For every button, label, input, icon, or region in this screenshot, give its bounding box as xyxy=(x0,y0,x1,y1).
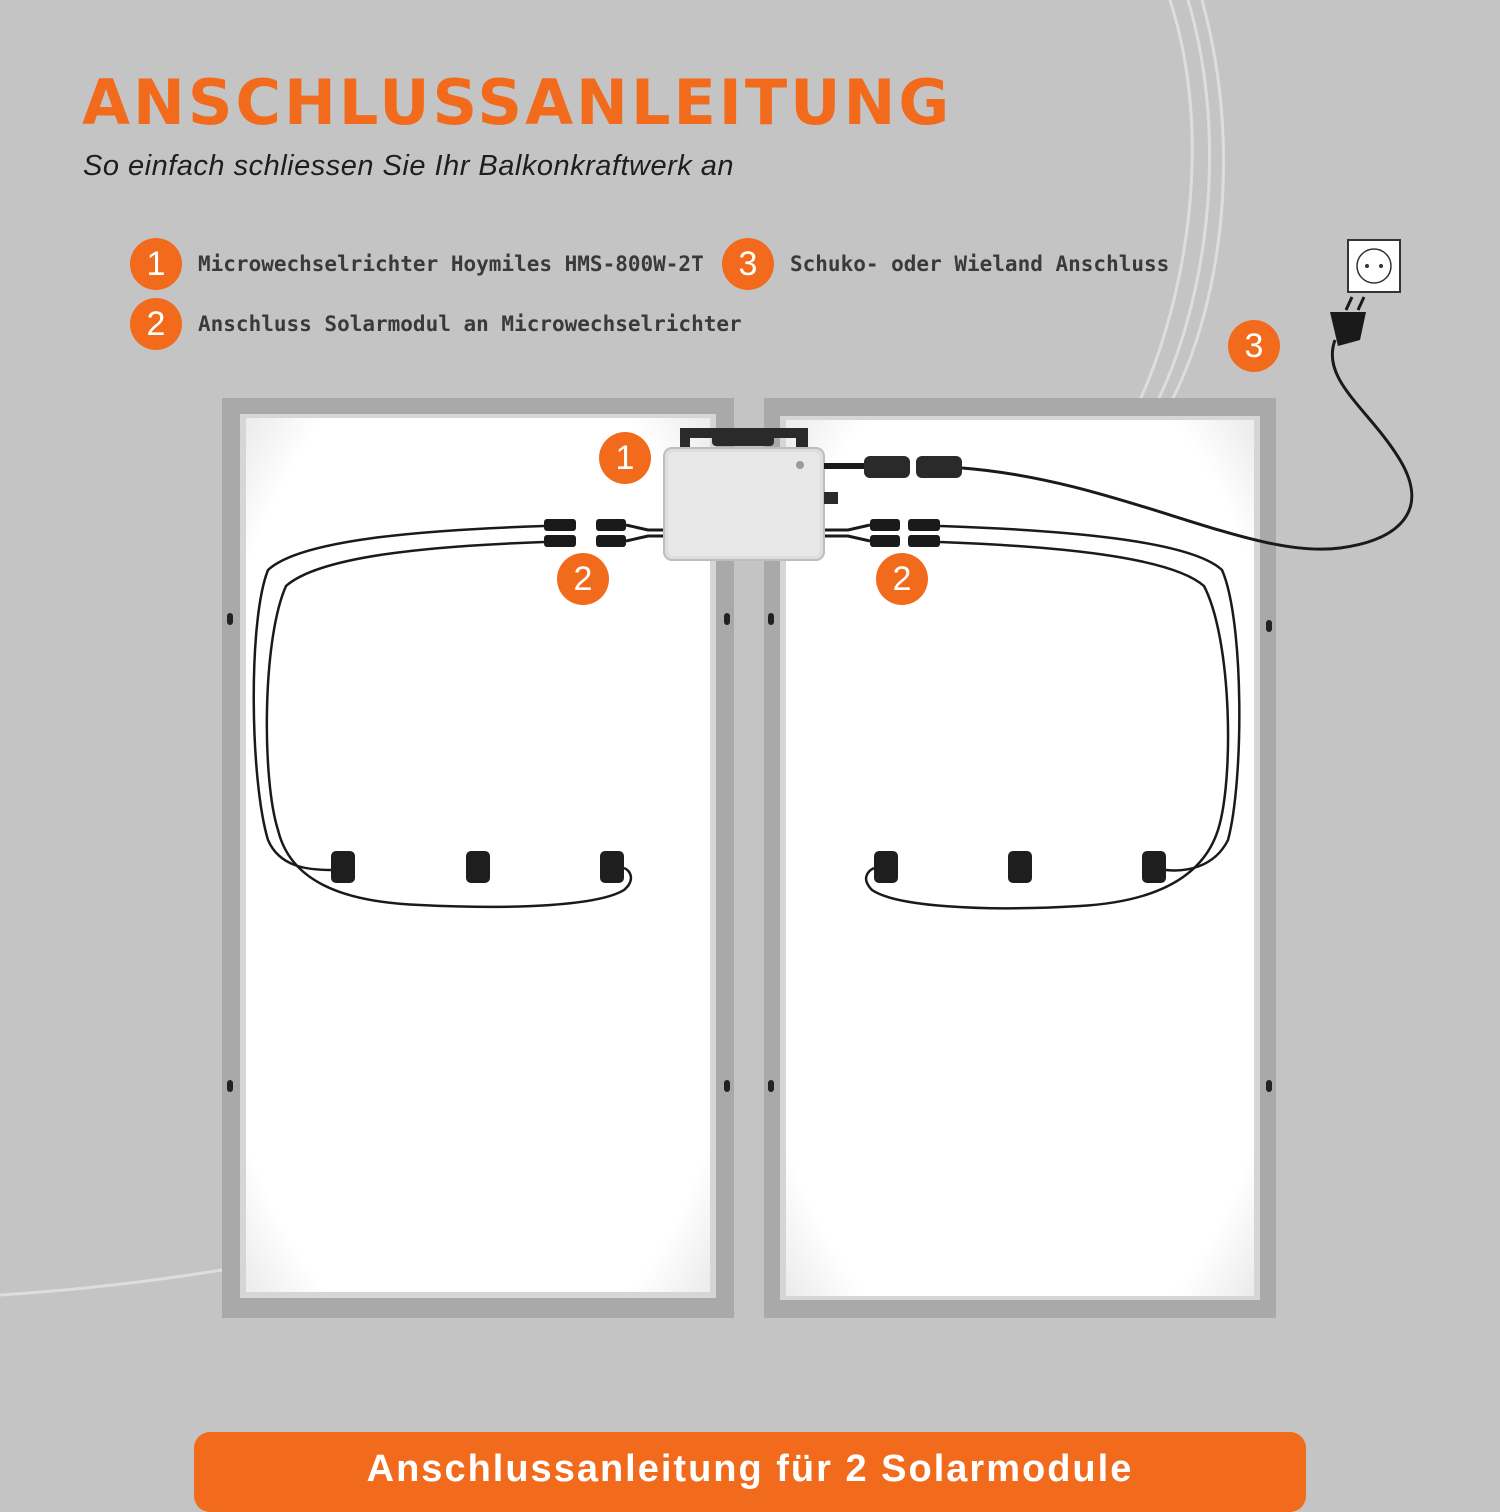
callout-badge-module-right: 2 xyxy=(876,553,928,605)
junction-box xyxy=(874,851,898,883)
mount-hole xyxy=(1266,1080,1272,1092)
legend-label: Schuko- oder Wieland Anschluss xyxy=(790,252,1170,276)
junction-box xyxy=(466,851,490,883)
mount-hole xyxy=(768,1080,774,1092)
legend-item-module-connection xyxy=(130,298,742,350)
callout-badge-plug: 3 xyxy=(1228,320,1280,372)
inverter-graphic xyxy=(664,428,838,560)
schuko-plug xyxy=(1330,297,1366,346)
footer-banner xyxy=(194,1432,1306,1512)
legend-number-badge: 3 xyxy=(722,238,774,290)
legend-label: Anschluss Solarmodul an Microwechselrichter xyxy=(198,312,742,336)
footer-text: Anschlussanleitung für 2 Solarmodule xyxy=(366,1448,1134,1490)
mount-hole xyxy=(227,1080,233,1092)
junction-box xyxy=(600,851,624,883)
legend-item-plug xyxy=(722,238,1169,290)
junction-box xyxy=(331,851,355,883)
wall-socket xyxy=(1348,240,1400,292)
legend-item-inverter xyxy=(130,238,704,290)
mount-hole xyxy=(1266,620,1272,632)
page-subtitle: So einfach schliessen Sie Ihr Balkonkraftwerk an xyxy=(83,150,735,182)
mount-hole xyxy=(227,613,233,625)
mount-hole xyxy=(724,613,730,625)
legend-label: Microwechselrichter Hoymiles HMS-800W-2T xyxy=(198,252,704,276)
mount-hole xyxy=(724,1080,730,1092)
legend-number-badge: 2 xyxy=(130,298,182,350)
mount-hole xyxy=(768,613,774,625)
legend-number-badge: 1 xyxy=(130,238,182,290)
callout-badge-inverter: 1 xyxy=(599,432,651,484)
callout-badge-module-left: 2 xyxy=(557,553,609,605)
junction-box xyxy=(1142,851,1166,883)
junction-box xyxy=(1008,851,1032,883)
page-title: ANSCHLUSSANLEITUNG xyxy=(82,66,953,139)
